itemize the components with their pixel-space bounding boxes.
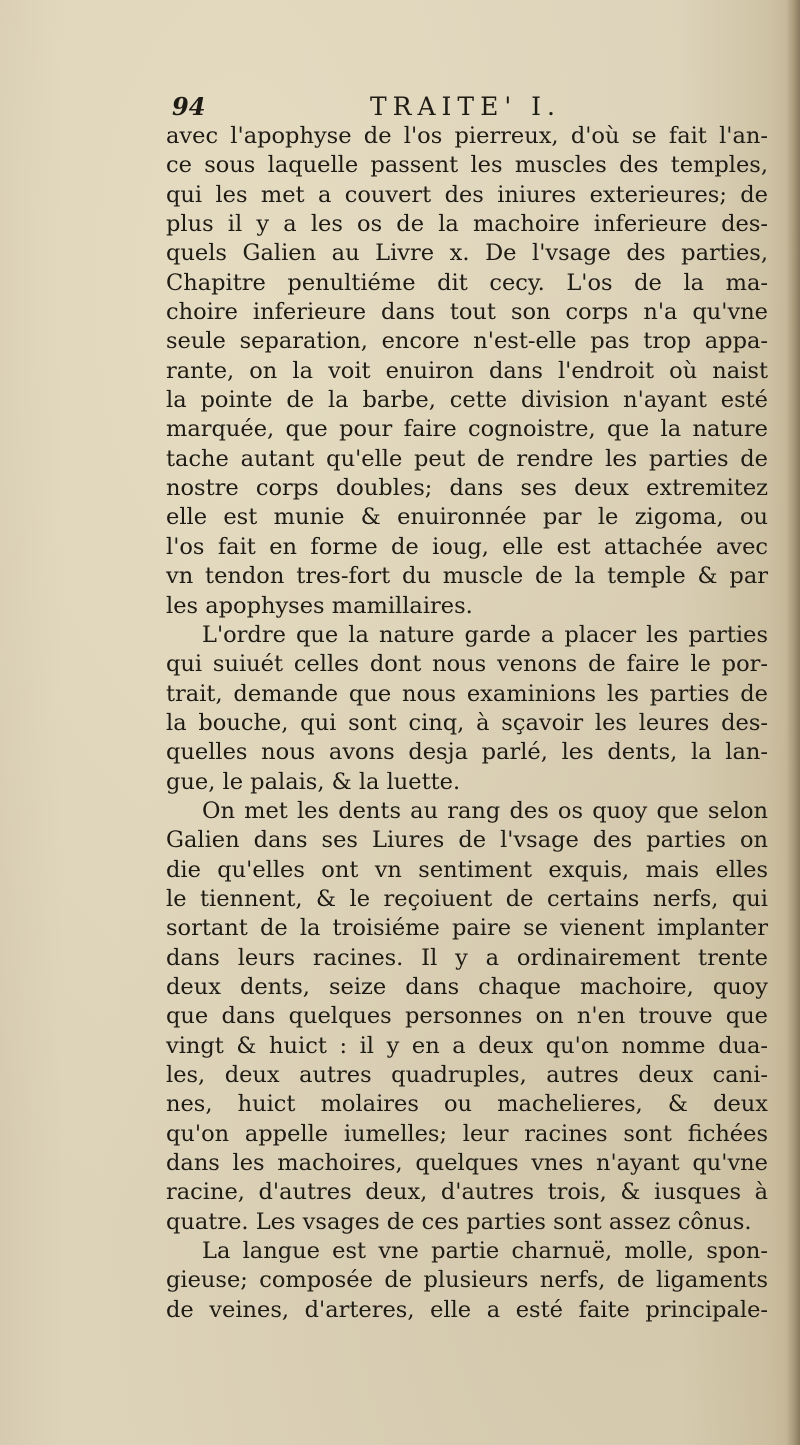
- text-line: trait, demande que nous examinions les parties de: [166, 680, 768, 707]
- text-line: gieuse; composée de plusieurs nerfs, de ligaments: [166, 1267, 768, 1294]
- page-number: 94: [172, 92, 206, 121]
- running-head: [172, 92, 732, 126]
- text-line: deux dents, seize dans chaque machoire, quoy: [166, 973, 768, 1000]
- text-line: la bouche, qui sont cinq, à sçavoir les leures des-: [166, 709, 768, 736]
- text-line: qui les met a couvert des iniures exterieures; de: [166, 181, 768, 208]
- text-line: marquée, que pour faire cognoistre, que la nature: [166, 416, 768, 443]
- text-line: le tiennent, & le reçoiuent de certains nerfs, qui: [166, 885, 768, 912]
- text-line: la pointe de la barbe, cette division n'ayant esté: [166, 387, 768, 414]
- text-line: nostre corps doubles; dans ses deux extremitez: [166, 475, 768, 502]
- text-line: les apophyses mamillaires.: [166, 592, 473, 619]
- text-line: seule separation, encore n'est-elle pas trop appa-: [166, 328, 768, 355]
- text-line: Chapitre penultiéme dit cecy. L'os de la ma-: [166, 269, 768, 296]
- text-line: nes, huict molaires ou machelieres, & deux: [166, 1091, 768, 1118]
- text-line: que dans quelques personnes on n'en trouve que: [166, 1003, 768, 1030]
- text-line: plus il y a les os de la machoire inferieure des-: [166, 211, 768, 238]
- running-title: TRAITE' I.: [370, 92, 561, 121]
- text-line: vn tendon tres-fort du muscle de la temple & par: [166, 563, 768, 590]
- text-line: vingt & huict : il y en a deux qu'on nomme dua-: [166, 1032, 768, 1059]
- text-line: quelles nous avons desja parlé, les dents, la lan-: [166, 739, 768, 766]
- text-line: ce sous laquelle passent les muscles des temples,: [166, 152, 768, 179]
- paragraph-first-line: On met les dents au rang des os quoy que selon: [202, 797, 768, 824]
- text-line: dans les machoires, quelques vnes n'ayant qu'vne: [166, 1150, 768, 1177]
- text-line: choire inferieure dans tout son corps n'a qu'vne: [166, 299, 768, 326]
- text-line: l'os fait en forme de ioug, elle est attachée avec: [166, 533, 768, 560]
- body-text: [166, 122, 768, 1325]
- paragraph-first-line: La langue est vne partie charnuë, molle, spon-: [202, 1238, 768, 1265]
- text-line: racine, d'autres deux, d'autres trois, & iusques à: [166, 1179, 768, 1206]
- text-line: quatre. Les vsages de ces parties sont assez cônus.: [166, 1208, 752, 1235]
- text-line: elle est munie & enuironnée par le zigoma, ou: [166, 504, 768, 531]
- paragraph-first-line: L'ordre que la nature garde a placer les parties: [202, 621, 768, 648]
- text-line: tache autant qu'elle peut de rendre les parties de: [166, 445, 768, 472]
- page-gutter-shadow: [786, 0, 800, 1445]
- text-line: quels Galien au Livre x. De l'vsage des parties,: [166, 240, 768, 267]
- text-line: Galien dans ses Liures de l'vsage des parties on: [166, 827, 768, 854]
- text-line: qui suiuét celles dont nous venons de faire le por-: [166, 651, 768, 678]
- text-line: die qu'elles ont vn sentiment exquis, mais elles: [166, 856, 768, 883]
- text-line: rante, on la voit enuiron dans l'endroit où naist: [166, 357, 768, 384]
- text-line: les, deux autres quadruples, autres deux cani-: [166, 1062, 768, 1088]
- text-line: de veines, d'arteres, elle a esté faite principale-: [166, 1296, 768, 1323]
- text-line: gue, le palais, & la luette.: [166, 768, 461, 795]
- text-line: avec l'apophyse de l'os pierreux, d'où se fait l'an-: [166, 123, 768, 149]
- text-line: qu'on appelle iumelles; leur racines sont fichées: [166, 1120, 768, 1147]
- text-line: dans leurs racines. Il y a ordinairement trente: [166, 944, 768, 971]
- text-line: sortant de la troisiéme paire se vienent implanter: [166, 915, 768, 942]
